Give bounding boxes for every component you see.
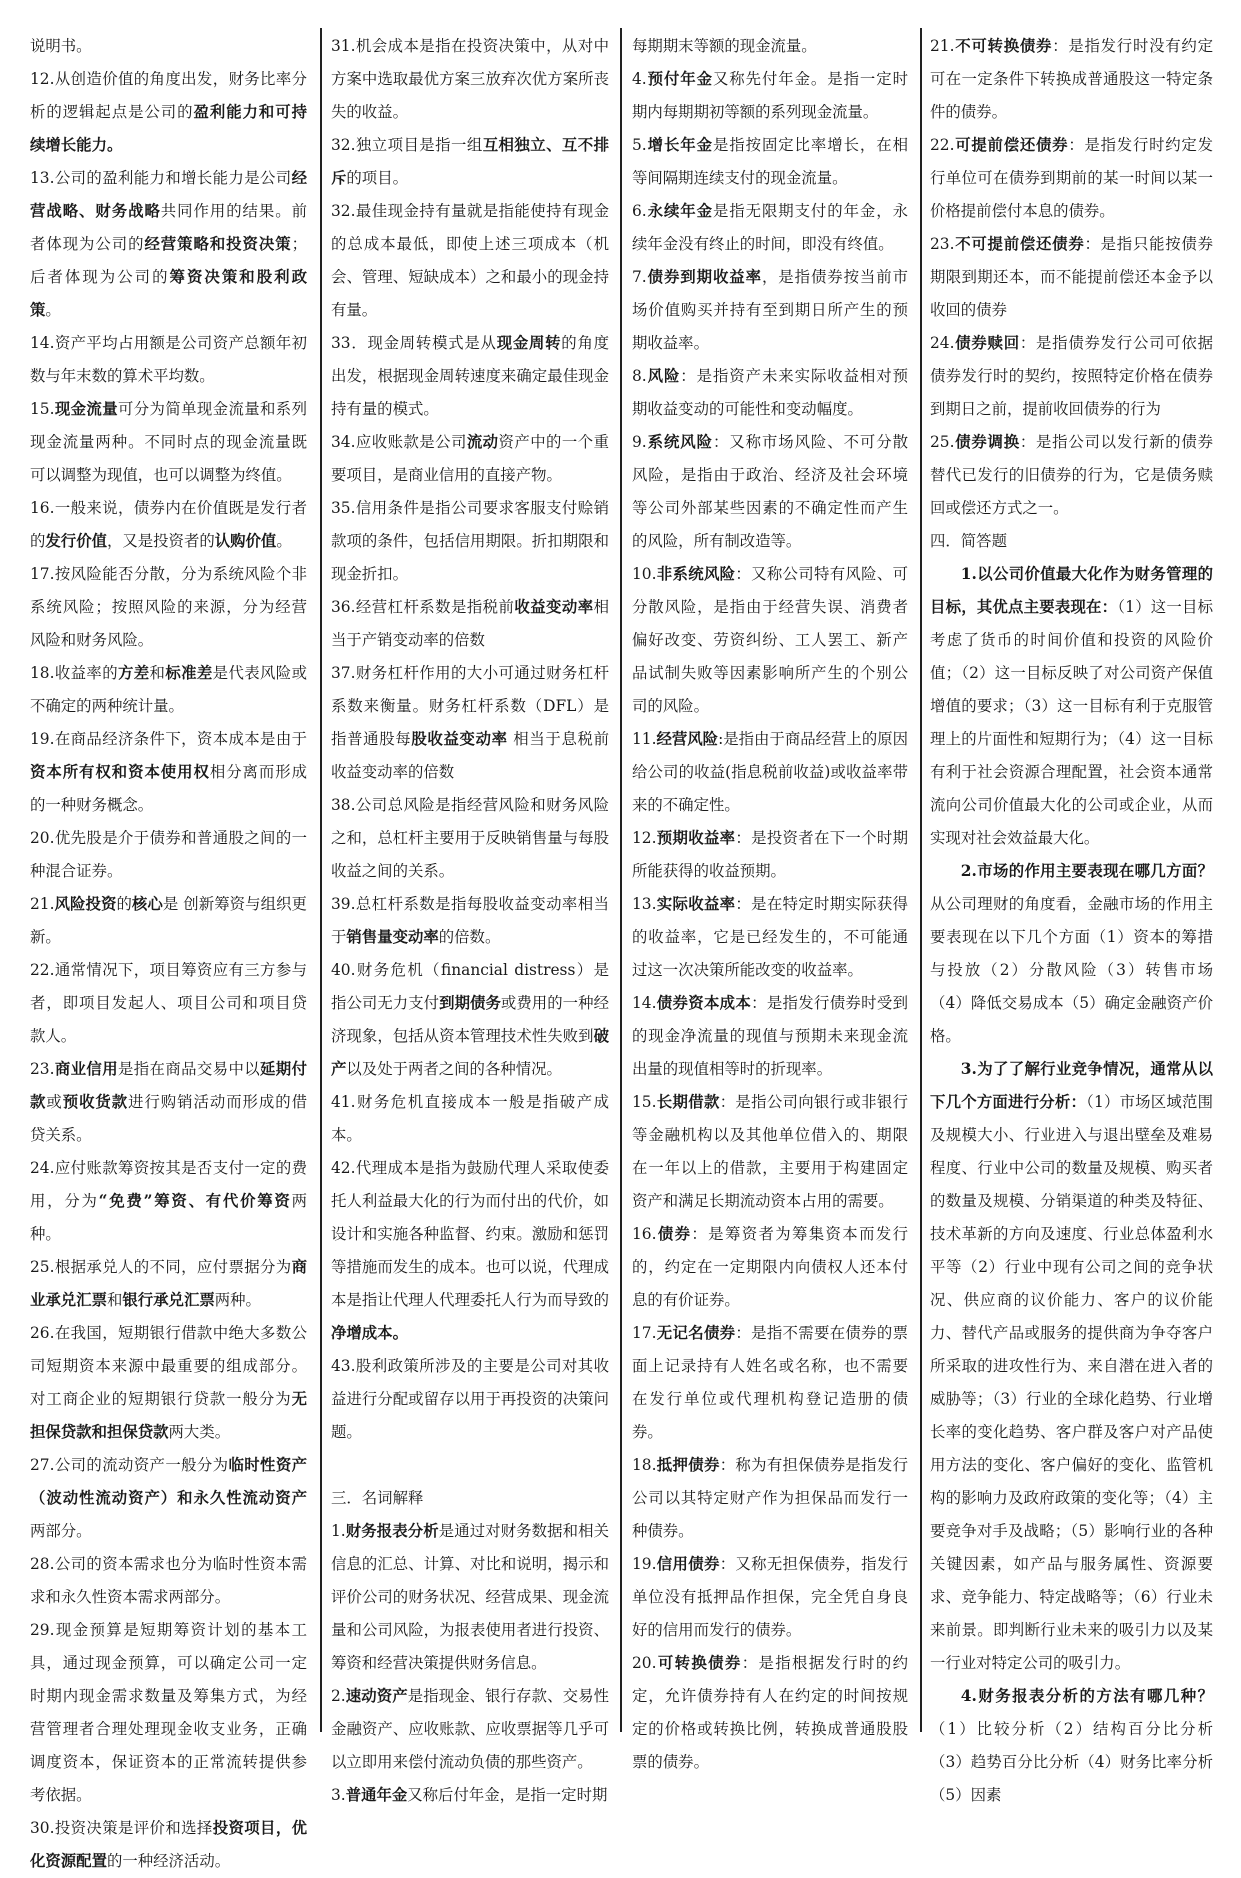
paragraph xyxy=(331,492,609,591)
bold-term: 风险 xyxy=(646,367,681,385)
paragraph xyxy=(30,162,307,327)
text-run: 29.现金预算是短期筹资计划的基本工具，通过现金预算，可以确定公司一定时期内现金需求数量及筹集方式，为经营管理者合理处理现金收支业务，正确调度资本，保证资本的正常流转提供参考依据。 xyxy=(30,1621,307,1804)
text-run: ：是指根据发行时的约定，允许债券持有人在约定的时间按规定的价格或转换比例，转换成普通股股票的债券。 xyxy=(632,1654,908,1771)
bold-term: 不可转换债券 xyxy=(954,37,1053,55)
text-run: 13.公司的盈利能力和增长能力是公司 xyxy=(30,169,292,187)
text-run: 两部分。 xyxy=(30,1522,92,1540)
paragraph xyxy=(632,1317,908,1449)
bold-term: 财务报表分析 xyxy=(345,1522,439,1540)
bold-term: 经营策略和投资决策 xyxy=(144,235,292,253)
text-run: 42.代理成本是指为鼓励代理人采取使委托人利益最大化的行为而付出的代价，如设计和实施各种监督、约束。激励和惩罚等措施而发生的成本。也可以说，代理成本是指让代理人代理委托人行为而导致的 xyxy=(331,1159,609,1309)
text-run: 6. xyxy=(632,202,647,220)
text-run: 两种。 xyxy=(30,1192,307,1243)
text-run: ：是指不需要在债券的票面上记录持有人姓名或名称，也不需要在发行单位或代理机构登记造册的债券。 xyxy=(632,1324,908,1441)
text-run: 。 xyxy=(45,301,61,319)
text-run: 以及处于两者之间的各种情况。 xyxy=(346,1060,562,1078)
paragraph xyxy=(30,558,307,657)
bold-term: 债券资本成本 xyxy=(656,994,752,1012)
text-run: ：又称公司特有风险、可分散风险，是指由于经营失误、消费者偏好改变、劳资纠纷、工人罢工、新产品试制失败等因素影响所产生的个别公司的风险。 xyxy=(632,565,908,715)
text-run: 和 xyxy=(106,1291,123,1309)
text-column-1 xyxy=(30,30,307,1870)
paragraph xyxy=(331,789,609,888)
paragraph xyxy=(331,1086,609,1152)
paragraph xyxy=(632,30,908,63)
text-run: 21. xyxy=(30,895,55,913)
text-run: 又称先付年金。是指一定时期内每期期初等额的系列现金流量。 xyxy=(632,70,908,121)
paragraph xyxy=(30,1251,307,1317)
text-run: 16. xyxy=(632,1225,657,1243)
paragraph xyxy=(30,30,307,63)
paragraph xyxy=(632,987,908,1086)
bold-term: 认购价值 xyxy=(214,532,277,550)
paragraph xyxy=(331,30,609,129)
text-run: 31.机会成本是指在投资决策中，从对中方案中选取最优方案三放弃次优方案所丧失的收益。 xyxy=(331,37,609,121)
text-run: 又称后付年金，是指一定时期 xyxy=(407,1786,608,1804)
text-run: 18. xyxy=(632,1456,657,1474)
paragraph xyxy=(30,1053,307,1152)
text-run: 22.通常情况下，项目筹资应有三方参与者，即项目发起人、项目公司和项目贷款人。 xyxy=(30,961,307,1045)
text-run: 相分离而形成的一种财务概念。 xyxy=(30,763,307,814)
bold-term: 流动 xyxy=(466,433,499,451)
text-run: 从公司理财的角度看，金融市场的作用主要表现在以下几个方面（1）资本的筹措与投放（2）分散风险（3）转售市场（4）降低交易成本（5）确定金融资产价格。 xyxy=(930,895,1213,1045)
paragraph xyxy=(331,1152,609,1350)
text-run: 19.在商品经济条件下，资本成本是由于 xyxy=(30,730,307,748)
paragraph xyxy=(632,360,908,426)
bold-term: 盈利能力和可持续增长能力。 xyxy=(30,103,307,154)
paragraph xyxy=(632,195,908,261)
text-run: （1）市场区域范围及规模大小、行业进入与退出壁垒及难易程度、行业中公司的数量及规模、购买者的数量及规模、分销渠道的种类及特征、技术革新的方向及速度、行业总体盈利水平等（2）行业中现有公司之间的竞争状况、供应商的议价能力、客户的议价能力、替代产品或服务的提供商为争夺客户所采取的进攻性行为、来自潜在进入者的威胁等；（3）行业的全球化趋势、行业增长率的变化趋势、客户群及客户对产品使用方法的变化、客户偏好的变化、监管机构的影响力及政府政策的变化等；（4）主要竞争对手及战略；（5）影响行业的各种关键因素，如产品与服务属性、资源要求、竞争能力、特定战略等；（6）行业未来前景。即判断行业未来的吸引力以及某一行业对特定公司的吸引力。 xyxy=(930,1093,1213,1672)
text-run: 14. xyxy=(632,994,657,1012)
text-run: ：是指资产未来实际收益相对预期收益变动的可能性和变动幅度。 xyxy=(632,367,908,418)
text-run: 39.总杠杆系数是指每股收益变动率相当于 xyxy=(331,895,609,946)
text-column-3 xyxy=(632,30,908,1771)
text-run: 24. xyxy=(930,334,955,352)
text-run: 15. xyxy=(30,400,55,418)
text-run: 40.财务危机（financial distress）是指公司无力支付 xyxy=(331,961,609,1012)
text-run: （1）比较分析（2）结构百分比分析（3）趋势百分比分析（4）财务比率分析（5）因素 xyxy=(930,1720,1213,1804)
paragraph xyxy=(632,261,908,360)
paragraph xyxy=(632,63,908,129)
text-run: 33．现金周转模式是从 xyxy=(331,334,497,352)
text-run: 可分为简单现金流量和系列现金流量两种。不同时点的现金流量既可以调整为现值，也可以调整为终值。 xyxy=(30,400,307,484)
paragraph xyxy=(30,1317,307,1449)
text-run: ：是指公司向银行或非银行等金融机构以及其他单位借入的、期限在一年以上的借款，主要用于构建固定资产和满足长期流动资本占用的需要。 xyxy=(632,1093,908,1210)
bold-term: 临时性资产（波动性流动资产）和永久性流动资产 xyxy=(30,1456,307,1507)
text-run: 是通过对财务数据和相关信息的汇总、计算、对比和说明，揭示和评价公司的财务状况、经营成果、现金流量和公司风险，为报表使用者进行投资、筹资和经营决策提供财务信息。 xyxy=(331,1522,609,1672)
bold-term: 标准差 xyxy=(165,664,213,682)
text-run: 8. xyxy=(632,367,647,385)
text-run: 。 xyxy=(276,532,292,550)
bold-term: 到期债务 xyxy=(439,994,501,1012)
text-run: 相当于息税前收益变动率的倍数 xyxy=(331,730,609,781)
bold-term: 现金周转 xyxy=(496,334,562,352)
paragraph xyxy=(30,492,307,558)
paragraph xyxy=(930,228,1213,327)
text-run: 14.资产平均占用额是公司资产总额年初数与年末数的算术平均数。 xyxy=(30,334,307,385)
text-run: 每期期末等额的现金流量。 xyxy=(632,37,817,55)
text-run: 23. xyxy=(930,235,955,253)
paragraph xyxy=(632,1449,908,1548)
text-run: 20. xyxy=(632,1654,657,1672)
bold-term: 2.市场的作用主要表现在哪几方面？ xyxy=(960,862,1213,880)
paragraph xyxy=(30,1614,307,1812)
paragraph xyxy=(30,327,307,393)
paragraph xyxy=(632,1548,908,1647)
paragraph xyxy=(632,1086,908,1218)
bold-term: 收益变动率 xyxy=(514,598,594,616)
paragraph xyxy=(930,129,1213,228)
text-run: 1. xyxy=(331,1522,346,1540)
text-run: ；后者体现为公司的 xyxy=(30,235,307,286)
paragraph xyxy=(632,1647,908,1779)
text-run: 18.收益率的 xyxy=(30,664,118,682)
text-run: 2. xyxy=(331,1687,346,1705)
bold-term: 预收货款 xyxy=(62,1093,129,1111)
paragraph xyxy=(331,888,609,954)
text-run: 32.独立项目是指一组 xyxy=(331,136,483,154)
paragraph xyxy=(632,723,908,822)
paragraph xyxy=(930,426,1213,525)
text-run: 四．简答题 xyxy=(930,532,1007,550)
text-run: 4. xyxy=(632,70,647,88)
text-run: 资产中的一个重要项目，是商业信用的直接产物。 xyxy=(331,433,609,484)
text-run: 16.一般来说，债券内在价值既是发行者的 xyxy=(30,499,307,550)
text-run: 或费用的一种经济现象，包括从资本管理技术性失败到 xyxy=(331,994,609,1045)
text-run: 12.从创造价值的角度出发，财务比率分析的逻辑起点是公司的 xyxy=(30,70,307,121)
bold-term: 股收益变动率 xyxy=(411,730,508,748)
paragraph xyxy=(331,1350,609,1449)
bold-term: 风险投资 xyxy=(54,895,117,913)
text-run: 17. xyxy=(632,1324,657,1342)
text-run: 的角度出发，根据现金周转速度来确定最佳现金持有量的模式。 xyxy=(331,334,609,418)
text-run: 10. xyxy=(632,565,657,583)
text-run: 的倍数。 xyxy=(438,928,501,946)
text-run: 34.应收账款是公司 xyxy=(331,433,467,451)
text-run: 9. xyxy=(632,433,647,451)
paragraph xyxy=(331,591,609,657)
paragraph xyxy=(632,426,908,558)
bold-term: 延期付款 xyxy=(30,1060,307,1111)
text-run: 28.公司的资本需求也分为临时性资本需求和永久性资本需求两部分。 xyxy=(30,1555,307,1606)
paragraph xyxy=(930,525,1213,558)
paragraph xyxy=(30,723,307,822)
paragraph xyxy=(331,129,609,195)
column-divider xyxy=(920,28,922,1732)
text-run: 的 xyxy=(116,895,132,913)
bold-term: 增长年金 xyxy=(646,136,713,154)
text-run: ：是在特定时期实际获得的收益率，它是已经发生的，不可能通过这一次决策所能改变的收益率。 xyxy=(632,895,908,979)
text-run: 3. xyxy=(331,1786,346,1804)
paragraph xyxy=(331,195,609,327)
text-run: ：是指只能按债券期限到期还本，而不能提前偿还本金予以收回的债券 xyxy=(930,235,1213,319)
paragraph xyxy=(331,1779,609,1812)
bold-term: 无记名债券 xyxy=(656,1324,736,1342)
text-run: 27.公司的流动资产一般分为 xyxy=(30,1456,229,1474)
paragraph xyxy=(331,426,609,492)
paragraph xyxy=(30,1152,307,1251)
text-run: ，是指债券按当前市场价值购买并持有至到期日所产生的预期收益率。 xyxy=(632,268,908,352)
paragraph xyxy=(30,657,307,723)
text-run: ，又是投资者的 xyxy=(106,532,215,550)
paragraph xyxy=(930,1680,1213,1812)
bold-term: 筹资决策和股利政策 xyxy=(30,268,307,319)
bold-term: 实际收益率 xyxy=(656,895,736,913)
bold-term: 可转换债券 xyxy=(656,1654,742,1672)
paragraph xyxy=(30,954,307,1053)
bold-term: 现金流量 xyxy=(54,400,118,418)
text-run: 进行购销活动而形成的借贷关系。 xyxy=(30,1093,307,1144)
text-run: 22. xyxy=(930,136,955,154)
text-run: 41.财务危机直接成本一般是指破产成本。 xyxy=(331,1093,609,1144)
text-run: 21. xyxy=(930,37,955,55)
bold-term: 净增成本。 xyxy=(331,1324,408,1342)
bold-term: 投资项目，优化资源配置 xyxy=(30,1819,307,1870)
text-run: 是指无限期支付的年金，永续年金没有终止的时间，即没有终值。 xyxy=(632,202,908,253)
paragraph xyxy=(30,393,307,492)
text-run: 是代表风险或不确定的两种统计量。 xyxy=(30,664,307,715)
bold-term: 长期借款 xyxy=(656,1093,720,1111)
bold-term: 核心 xyxy=(131,895,163,913)
text-run: ：是筹资者为筹集资本而发行的，约定在一定期限内向债权人还本付息的有价证券。 xyxy=(632,1225,908,1309)
bold-term: 债券赎回 xyxy=(954,334,1020,352)
paragraph xyxy=(930,558,1213,855)
paragraph xyxy=(331,1680,609,1779)
text-run: 38.公司总风险是指经营风险和财务风险之和，总杠杆主要用于反映销售量与每股收益之间的关系。 xyxy=(331,796,609,880)
bold-term: 资本所有权和资本使用权 xyxy=(30,763,210,781)
text-run: 35.信用条件是指公司要求客服支付赊销款项的条件，包括信用期限。折扣期限和现金折扣。 xyxy=(331,499,609,583)
paragraph xyxy=(331,954,609,1086)
column-divider xyxy=(320,28,322,1732)
bold-term: 非系统风险 xyxy=(656,565,736,583)
text-run: 三．名词解释 xyxy=(331,1489,424,1507)
paragraph xyxy=(30,63,307,162)
text-run: 24.应付账款筹资按其是否支付一定的费用，分为 xyxy=(30,1159,307,1210)
text-run: 36.经营杠杆系数是指税前 xyxy=(331,598,515,616)
text-run: 的一种经济活动。 xyxy=(106,1852,231,1870)
paragraph xyxy=(30,1812,307,1878)
bold-term: “免费”筹资、有代价筹资 xyxy=(98,1192,292,1210)
text-run: 11. xyxy=(632,730,657,748)
paragraph xyxy=(331,1515,609,1680)
text-run: ：是指债券发行公司可依据债券发行时的契约，按照特定价格在债券到期日之前，提前收回债券的行为 xyxy=(930,334,1213,418)
paragraph-gap xyxy=(331,1449,609,1482)
bold-term: 抵押债券 xyxy=(656,1456,720,1474)
paragraph xyxy=(30,1449,307,1548)
bold-term: 1.以公司价值最大化作为财务管理的目标，其优点主要表现在： xyxy=(930,565,1213,616)
text-run: :是指由于商品经营上的原因给公司的收益(指息税前收益)或收益率带来的不确定性。 xyxy=(632,730,908,814)
text-run: ：称为有担保债券是指发行公司以其特定财产作为担保品而发行一种债券。 xyxy=(632,1456,908,1540)
text-run: 是指现金、银行存款、交易性金融资产、应收账款、应收票据等几乎可以立即用来偿付流动负债的那些资产。 xyxy=(331,1687,609,1771)
text-run: 43.股利政策所涉及的主要是公司对其收益进行分配或留存以用于再投资的决策问题。 xyxy=(331,1357,609,1441)
text-run: 12. xyxy=(632,829,657,847)
text-run: 25.根据承兑人的不同，应付票据分为 xyxy=(30,1258,292,1276)
bold-term: 互相独立、互不排斥 xyxy=(331,136,609,187)
paragraph xyxy=(632,129,908,195)
bold-term: 破产 xyxy=(331,1027,609,1078)
bold-term: 商业承兑汇票 xyxy=(30,1258,307,1309)
bold-term: 可提前偿还债券 xyxy=(954,136,1069,154)
bold-term: 信用债券 xyxy=(656,1555,720,1573)
text-run: 15. xyxy=(632,1093,657,1111)
column-divider xyxy=(620,28,622,1732)
bold-term: 4.财务报表分析的方法有哪几种？ xyxy=(960,1687,1213,1705)
text-run: ：又称市场风险、不可分散风险，是指由于政治、经济及社会环境等公司外部某些因素的不确定性而产生的风险，所有制改造等。 xyxy=(632,433,908,550)
paragraph xyxy=(930,855,1213,1053)
bold-term: 不可提前偿还债券 xyxy=(954,235,1085,253)
text-run: 20.优先股是介于债券和普通股之间的一种混合证券。 xyxy=(30,829,307,880)
paragraph xyxy=(331,1482,609,1515)
text-column-4 xyxy=(930,30,1213,1804)
text-column-2 xyxy=(331,30,609,1804)
text-run: 两种。 xyxy=(214,1291,261,1309)
paragraph xyxy=(632,558,908,723)
text-run: 26.在我国，短期银行借款中绝大多数公司短期资本来源中最重要的组成部分。对工商企业的短期银行贷款一般分为 xyxy=(30,1324,307,1408)
bold-term: 销售量变动率 xyxy=(346,928,439,946)
paragraph xyxy=(331,327,609,426)
bold-term: 银行承兑汇票 xyxy=(122,1291,215,1309)
bold-term: 商业信用 xyxy=(54,1060,118,1078)
text-run: 共同作用的结果。前者体现为公司的 xyxy=(30,202,307,253)
text-run: 和 xyxy=(149,664,166,682)
text-run: 7. xyxy=(632,268,647,286)
paragraph xyxy=(632,888,908,987)
text-run: ：是指发行时没有约定可在一定条件下转换成普通股这一特定条件的债券。 xyxy=(930,37,1213,121)
bold-term: 速动资产 xyxy=(345,1687,408,1705)
text-run: 37.财务杠杆作用的大小可通过财务杠杆系数来衡量。财务杠杆系数（DFL）是指普通股每 xyxy=(331,664,609,748)
bold-term: 债券到期收益率 xyxy=(646,268,762,286)
text-run: 是指按固定比率增长，在相等间隔期连续支付的现金流量。 xyxy=(632,136,908,187)
paragraph xyxy=(930,327,1213,426)
text-run: （1）这一目标考虑了货币的时间价值和投资的风险价值；（2）这一目标反映了对公司资产保值增值的要求；（3）这一目标有利于克服管理上的片面性和短期行为；（4）这一目标有利于社会资源合理配置，社会资本通常流向公司价值最大化的公司或企业，从而实现对社会效益最大化。 xyxy=(930,598,1213,847)
text-run: 的项目。 xyxy=(346,169,408,187)
paragraph xyxy=(930,1053,1213,1680)
bold-term: 预付年金 xyxy=(646,70,713,88)
bold-term: 预期收益率 xyxy=(656,829,736,847)
text-run: ：是投资者在下一个时期所能获得的收益预期。 xyxy=(632,829,908,880)
text-run: 32.最佳现金持有量就是指能使持有现金的总成本最低，即使上述三项成本（机会、管理、短缺成本）之和最小的现金持有量。 xyxy=(331,202,609,319)
text-run: 25. xyxy=(930,433,955,451)
paragraph xyxy=(930,30,1213,129)
text-run: ：又称无担保债券，指发行单位没有抵押品作担保，完全凭自身良好的信用而发行的债券。 xyxy=(632,1555,908,1639)
paragraph xyxy=(632,1218,908,1317)
paragraph xyxy=(331,657,609,789)
bold-term: 债券 xyxy=(656,1225,692,1243)
text-run: 23. xyxy=(30,1060,55,1078)
text-run: 5. xyxy=(632,136,647,154)
text-run: ：是指发行时约定发行单位可在债券到期前的某一时间以某一价格提前偿付本息的债券。 xyxy=(930,136,1213,220)
text-run: 13. xyxy=(632,895,657,913)
bold-term: 发行价值 xyxy=(45,532,107,550)
text-run: 是指在商品交易中以 xyxy=(118,1060,261,1078)
bold-term: 系统风险 xyxy=(646,433,713,451)
bold-term: 经营战略、财务战略 xyxy=(30,169,307,220)
text-run: ：是指发行债券时受到的现金净流量的现值与预期未来现金流出量的现值相等时的折现率。 xyxy=(632,994,908,1078)
bold-term: 债券调换 xyxy=(954,433,1020,451)
text-run: 30.投资决策是评价和选择 xyxy=(30,1819,213,1837)
bold-term: 3.为了了解行业竞争情况，通常从以下几个方面进行分析： xyxy=(930,1060,1213,1111)
text-run: 19. xyxy=(632,1555,657,1573)
text-run: 是 创新筹资与组织更新。 xyxy=(30,895,307,946)
text-run: ：是指公司以发行新的债券替代已发行的旧债券的行为，它是债务赎回或偿还方式之一。 xyxy=(930,433,1213,517)
text-run: 相当于产销变动率的倍数 xyxy=(331,598,609,649)
text-run: 17.按风险能否分散，分为系统风险个非系统风险；按照风险的来源，分为经营风险和财务风险。 xyxy=(30,565,307,649)
text-run: 说明书。 xyxy=(30,37,92,55)
paragraph xyxy=(30,1548,307,1614)
bold-term: 永续年金 xyxy=(646,202,713,220)
paragraph xyxy=(30,822,307,888)
paragraph xyxy=(632,822,908,888)
bold-term: 经营风险 xyxy=(656,730,719,748)
bold-term: 方差 xyxy=(117,664,150,682)
paragraph xyxy=(30,888,307,954)
bold-term: 无担保贷款和担保贷款 xyxy=(30,1390,307,1441)
bold-term: 普通年金 xyxy=(345,1786,408,1804)
text-run: 两大类。 xyxy=(168,1423,231,1441)
text-run: 或 xyxy=(46,1093,63,1111)
